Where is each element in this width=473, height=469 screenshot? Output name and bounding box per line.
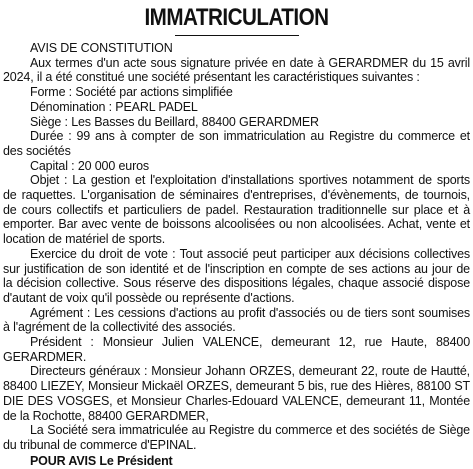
paragraph-siege: Siège : Les Basses du Beillard, 88400 GERARDMER — [30, 114, 319, 129]
paragraph-duree: Durée : 99 ans à compter de son immatriculation au Registre du commerce et des sociétés — [3, 129, 470, 158]
paragraph-president: Président : Monsieur Julien VALENCE, demeurant 12, rue Haute, 88400 GERARDMER. — [3, 335, 470, 364]
signature: POUR AVIS Le Président — [30, 453, 173, 468]
paragraph-capital: Capital : 20 000 euros — [30, 158, 150, 173]
paragraph-droit-de-vote: Exercice du droit de vote : Tout associé peut participer aux décisions collectives sur justification de son identité et de l'inscription en compte de ses actions au jour de la décision collective. Sous réserve des dispositions légales, chaque associé dispose d'autant de voix qu'il possède ou représente d'actions. — [3, 246, 470, 305]
paragraph-constitution: Aux termes d'un acte sous signature privée en date à GERARDMER du 15 avril 2024, il a été constitué une société présentant les caractéristiques suivantes : — [3, 55, 470, 85]
title-underline — [175, 35, 299, 36]
notice-title: IMMATRICULATION — [144, 4, 329, 31]
legal-notice — [3, 0, 470, 469]
paragraph-agrement: Agrément : Les cessions d'actions au profit d'associés ou de tiers sont soumises à l'agrément de la collectivité des associés. — [3, 305, 470, 335]
paragraph-directeurs: Directeurs généraux : Monsieur Johann ORZES, demeurant 22, route de Hautté, 88400 LIEZEY, Monsieur Mickaël ORZES, demeurant 5 bis, rue des Hières, 88100 ST DIE DES VOSGES, et Monsieur Charles-Edouard VALENCE, demeurant 11, Montée de la Rochotte, 88400 GERARDMER, — [3, 364, 470, 423]
paragraph-forme: Forme : Société par actions simplifiée — [30, 85, 233, 100]
paragraph-objet: Objet : La gestion et l'exploitation d'installations sportives notamment de sports de raquettes. L'organisation de séminaires d'entreprises, d'évènements, de tournois, de cours collectifs et particuliers de padel. Restauration traditionnelle sur place et à emporter. Bar avec vente de boissons alcoolisées ou non alcoolisées. Achat, vente et location de matériel de sports. — [3, 173, 470, 247]
paragraph-denomination: Dénomination : PEARL PADEL — [30, 99, 198, 114]
paragraph-immatriculation: La Société sera immatriculée au Registre du commerce et des sociétés de Siège du tribunal de commerce d'EPINAL. — [3, 423, 470, 452]
notice-heading: AVIS DE CONSTITUTION — [30, 41, 173, 55]
